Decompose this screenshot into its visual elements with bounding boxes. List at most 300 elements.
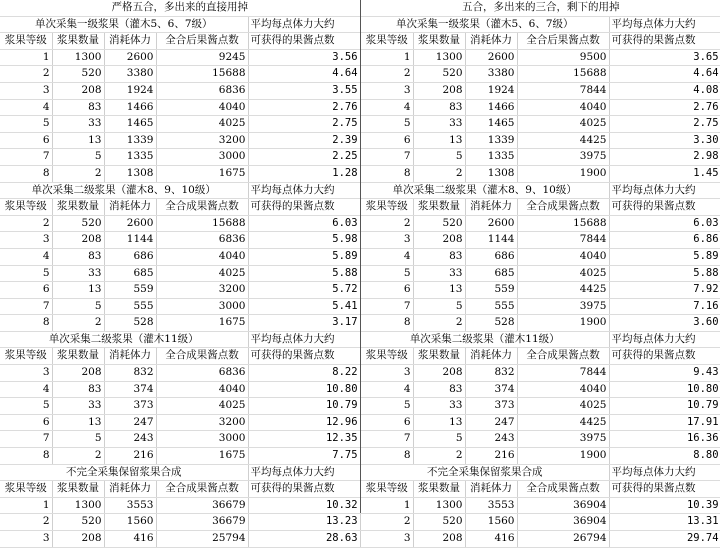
column-header[interactable]: 消耗体力 bbox=[465, 481, 517, 498]
column-header[interactable]: 浆果数量 bbox=[52, 33, 104, 50]
table-cell[interactable]: 6 bbox=[0, 132, 52, 149]
table-cell[interactable]: 1300 bbox=[52, 497, 104, 514]
table-cell[interactable]: 1339 bbox=[104, 132, 156, 149]
table-cell[interactable]: 374 bbox=[465, 381, 517, 398]
column-header[interactable]: 消耗体力 bbox=[104, 481, 156, 498]
table-cell[interactable]: 7844 bbox=[517, 232, 609, 249]
table-cell[interactable]: 208 bbox=[52, 365, 104, 382]
table-cell[interactable]: 13.31 bbox=[609, 514, 720, 531]
column-header[interactable]: 浆果等级 bbox=[361, 33, 413, 50]
table-cell[interactable]: 5 bbox=[0, 265, 52, 282]
column-header[interactable]: 全合成果酱点数 bbox=[156, 199, 248, 216]
table-cell[interactable]: 3 bbox=[361, 232, 413, 249]
column-header[interactable]: 浆果数量 bbox=[52, 481, 104, 498]
table-cell[interactable]: 6.86 bbox=[609, 232, 720, 249]
table-cell[interactable]: 2600 bbox=[465, 215, 517, 232]
table-cell[interactable]: 4040 bbox=[156, 248, 248, 265]
column-header[interactable]: 全合成果酱点数 bbox=[517, 348, 609, 365]
table-cell[interactable]: 5.89 bbox=[248, 248, 360, 265]
header-avg-per-stamina[interactable]: 平均每点体力大约 bbox=[609, 182, 720, 199]
table-cell[interactable]: 1675 bbox=[156, 315, 248, 332]
table-cell[interactable]: 7844 bbox=[517, 82, 609, 99]
table-cell[interactable]: 8 bbox=[361, 448, 413, 465]
table-cell[interactable]: 83 bbox=[52, 381, 104, 398]
column-header[interactable]: 浆果等级 bbox=[0, 199, 52, 216]
header-avg-per-stamina[interactable]: 平均每点体力大约 bbox=[248, 16, 360, 33]
table-cell[interactable]: 5 bbox=[52, 149, 104, 166]
table-cell[interactable]: 520 bbox=[413, 66, 465, 83]
table-cell[interactable]: 4025 bbox=[156, 398, 248, 415]
table-cell[interactable]: 25794 bbox=[156, 531, 248, 548]
column-header[interactable]: 全合成果酱点数 bbox=[156, 481, 248, 498]
table-cell[interactable]: 10.39 bbox=[609, 497, 720, 514]
table-cell[interactable]: 1465 bbox=[465, 116, 517, 133]
table-cell[interactable]: 10.79 bbox=[609, 398, 720, 415]
table-cell[interactable]: 4025 bbox=[156, 116, 248, 133]
section-title[interactable]: 不完全采集保留浆果合成 bbox=[0, 464, 248, 481]
column-header[interactable]: 浆果数量 bbox=[413, 199, 465, 216]
table-cell[interactable]: 10.79 bbox=[248, 398, 360, 415]
table-cell[interactable]: 4425 bbox=[517, 282, 609, 299]
table-cell[interactable]: 2 bbox=[413, 448, 465, 465]
table-cell[interactable]: 2.39 bbox=[248, 132, 360, 149]
table-cell[interactable]: 4 bbox=[361, 248, 413, 265]
table-cell[interactable]: 216 bbox=[465, 448, 517, 465]
table-cell[interactable]: 3975 bbox=[517, 298, 609, 315]
table-cell[interactable]: 208 bbox=[413, 531, 465, 548]
table-cell[interactable]: 2600 bbox=[465, 49, 517, 66]
table-cell[interactable]: 3 bbox=[0, 531, 52, 548]
column-header[interactable]: 可获得的果酱点数 bbox=[248, 199, 360, 216]
table-cell[interactable]: 3 bbox=[361, 365, 413, 382]
table-cell[interactable]: 6836 bbox=[156, 365, 248, 382]
table-cell[interactable]: 10.80 bbox=[609, 381, 720, 398]
table-cell[interactable]: 243 bbox=[104, 431, 156, 448]
table-cell[interactable]: 4 bbox=[361, 99, 413, 116]
table-cell[interactable]: 3380 bbox=[104, 66, 156, 83]
table-cell[interactable]: 2.25 bbox=[248, 149, 360, 166]
section-title[interactable]: 单次采集一级浆果（灌木5、6、7级） bbox=[361, 16, 609, 33]
table-cell[interactable]: 6 bbox=[361, 132, 413, 149]
table-cell[interactable]: 1924 bbox=[104, 82, 156, 99]
table-cell[interactable]: 3 bbox=[0, 82, 52, 99]
table-cell[interactable]: 3.55 bbox=[248, 82, 360, 99]
header-avg-per-stamina[interactable]: 平均每点体力大约 bbox=[609, 16, 720, 33]
column-header[interactable]: 可获得的果酱点数 bbox=[248, 481, 360, 498]
table-cell[interactable]: 208 bbox=[52, 531, 104, 548]
table-cell[interactable]: 1144 bbox=[104, 232, 156, 249]
table-cell[interactable]: 3 bbox=[0, 365, 52, 382]
table-cell[interactable]: 15688 bbox=[156, 66, 248, 83]
table-cell[interactable]: 2.76 bbox=[609, 99, 720, 116]
header-avg-per-stamina[interactable]: 平均每点体力大约 bbox=[248, 182, 360, 199]
table-cell[interactable]: 1900 bbox=[517, 315, 609, 332]
table-cell[interactable]: 3 bbox=[361, 82, 413, 99]
table-cell[interactable]: 1466 bbox=[465, 99, 517, 116]
column-header[interactable]: 全合成果酱点数 bbox=[517, 481, 609, 498]
table-cell[interactable]: 33 bbox=[52, 265, 104, 282]
table-cell[interactable]: 1675 bbox=[156, 165, 248, 182]
table-cell[interactable]: 13 bbox=[52, 132, 104, 149]
table-cell[interactable]: 36904 bbox=[517, 497, 609, 514]
table-cell[interactable]: 3.65 bbox=[609, 49, 720, 66]
table-cell[interactable]: 5.41 bbox=[248, 298, 360, 315]
table-cell[interactable]: 520 bbox=[52, 215, 104, 232]
table-cell[interactable]: 1308 bbox=[104, 165, 156, 182]
table-cell[interactable]: 1924 bbox=[465, 82, 517, 99]
table-cell[interactable]: 243 bbox=[465, 431, 517, 448]
header-avg-per-stamina[interactable]: 平均每点体力大约 bbox=[609, 464, 720, 481]
column-header[interactable]: 全合成果酱点数 bbox=[156, 348, 248, 365]
table-cell[interactable]: 1.28 bbox=[248, 165, 360, 182]
table-cell[interactable]: 5 bbox=[361, 265, 413, 282]
table-cell[interactable]: 520 bbox=[52, 514, 104, 531]
pane-title[interactable]: 严格五合，多出来的直接用掉 bbox=[0, 0, 360, 16]
table-cell[interactable]: 7 bbox=[361, 298, 413, 315]
table-cell[interactable]: 1300 bbox=[413, 497, 465, 514]
table-cell[interactable]: 1300 bbox=[52, 49, 104, 66]
table-cell[interactable]: 29.74 bbox=[609, 531, 720, 548]
table-cell[interactable]: 4.08 bbox=[609, 82, 720, 99]
table-row bbox=[361, 282, 720, 299]
table-cell[interactable]: 247 bbox=[104, 414, 156, 431]
column-header[interactable]: 消耗体力 bbox=[465, 33, 517, 50]
table-cell[interactable]: 555 bbox=[104, 298, 156, 315]
section-title[interactable]: 不完全采集保留浆果合成 bbox=[361, 464, 609, 481]
table-cell[interactable]: 528 bbox=[104, 315, 156, 332]
table-cell[interactable]: 2.75 bbox=[248, 116, 360, 133]
table-cell[interactable]: 5.89 bbox=[609, 248, 720, 265]
table-cell[interactable]: 4040 bbox=[156, 381, 248, 398]
table-cell[interactable]: 1300 bbox=[413, 49, 465, 66]
table-cell[interactable]: 4040 bbox=[517, 248, 609, 265]
table-cell[interactable]: 5.72 bbox=[248, 282, 360, 299]
table-cell[interactable]: 3 bbox=[361, 531, 413, 548]
table-cell[interactable]: 2 bbox=[52, 315, 104, 332]
table-cell[interactable]: 12.96 bbox=[248, 414, 360, 431]
table-cell[interactable]: 8 bbox=[0, 165, 52, 182]
table-cell[interactable]: 1144 bbox=[465, 232, 517, 249]
table-cell[interactable]: 5 bbox=[413, 298, 465, 315]
table-cell[interactable]: 520 bbox=[413, 514, 465, 531]
table-cell[interactable]: 5 bbox=[52, 431, 104, 448]
table-cell[interactable]: 1 bbox=[0, 49, 52, 66]
table-row bbox=[361, 531, 720, 548]
table-cell[interactable]: 17.91 bbox=[609, 414, 720, 431]
table-cell[interactable]: 13.23 bbox=[248, 514, 360, 531]
table-cell[interactable]: 7 bbox=[361, 149, 413, 166]
table-cell[interactable]: 10.32 bbox=[248, 497, 360, 514]
table-cell[interactable]: 3.60 bbox=[609, 315, 720, 332]
table-cell[interactable]: 3 bbox=[0, 232, 52, 249]
table-cell[interactable]: 832 bbox=[104, 365, 156, 382]
table-cell[interactable]: 2 bbox=[361, 66, 413, 83]
column-header[interactable]: 浆果数量 bbox=[413, 348, 465, 365]
table-cell[interactable]: 2 bbox=[413, 165, 465, 182]
table-cell[interactable]: 1560 bbox=[104, 514, 156, 531]
table-cell[interactable]: 13 bbox=[413, 414, 465, 431]
section-title[interactable]: 单次采集二级浆果（灌木8、9、10级） bbox=[0, 182, 248, 199]
table-cell[interactable]: 1.45 bbox=[609, 165, 720, 182]
table-cell[interactable]: 1335 bbox=[104, 149, 156, 166]
column-header[interactable]: 消耗体力 bbox=[104, 33, 156, 50]
table-cell[interactable]: 520 bbox=[52, 66, 104, 83]
column-header[interactable]: 消耗体力 bbox=[465, 348, 517, 365]
table-cell[interactable]: 5.88 bbox=[609, 265, 720, 282]
table-cell[interactable]: 33 bbox=[413, 116, 465, 133]
table-cell[interactable]: 5.88 bbox=[248, 265, 360, 282]
table-cell[interactable]: 2 bbox=[413, 315, 465, 332]
table-cell[interactable]: 5 bbox=[52, 298, 104, 315]
table-cell[interactable]: 6836 bbox=[156, 232, 248, 249]
table-cell[interactable]: 528 bbox=[465, 315, 517, 332]
table-cell[interactable]: 216 bbox=[104, 448, 156, 465]
table-cell[interactable]: 2 bbox=[361, 215, 413, 232]
table-cell[interactable]: 7.16 bbox=[609, 298, 720, 315]
table-cell[interactable]: 3975 bbox=[517, 431, 609, 448]
table-cell[interactable]: 33 bbox=[413, 398, 465, 415]
table-cell[interactable]: 3200 bbox=[156, 414, 248, 431]
column-header[interactable]: 浆果数量 bbox=[52, 348, 104, 365]
column-header[interactable]: 浆果数量 bbox=[413, 33, 465, 50]
table-cell[interactable]: 83 bbox=[52, 99, 104, 116]
table-cell[interactable]: 3975 bbox=[517, 149, 609, 166]
table-cell[interactable]: 2 bbox=[0, 66, 52, 83]
table-cell[interactable]: 555 bbox=[465, 298, 517, 315]
header-avg-per-stamina[interactable]: 平均每点体力大约 bbox=[248, 464, 360, 481]
table-cell[interactable]: 686 bbox=[104, 248, 156, 265]
column-header[interactable]: 浆果等级 bbox=[0, 348, 52, 365]
table-cell[interactable]: 1335 bbox=[465, 149, 517, 166]
table-cell[interactable]: 26794 bbox=[517, 531, 609, 548]
table-cell[interactable]: 4 bbox=[361, 381, 413, 398]
table-cell[interactable]: 4 bbox=[0, 99, 52, 116]
table-cell[interactable]: 13 bbox=[52, 282, 104, 299]
table-cell[interactable]: 4 bbox=[0, 381, 52, 398]
column-header[interactable]: 可获得的果酱点数 bbox=[609, 33, 720, 50]
table-cell[interactable]: 8 bbox=[361, 165, 413, 182]
table-cell[interactable]: 208 bbox=[413, 232, 465, 249]
table-cell[interactable]: 1 bbox=[361, 49, 413, 66]
table-cell[interactable]: 9245 bbox=[156, 49, 248, 66]
table-cell[interactable]: 208 bbox=[52, 82, 104, 99]
table-cell[interactable]: 1560 bbox=[465, 514, 517, 531]
table-cell[interactable]: 83 bbox=[413, 99, 465, 116]
table-cell[interactable]: 2600 bbox=[104, 49, 156, 66]
table-cell[interactable]: 3200 bbox=[156, 132, 248, 149]
table-cell[interactable]: 6 bbox=[0, 282, 52, 299]
column-header[interactable]: 浆果等级 bbox=[361, 348, 413, 365]
table-cell[interactable]: 1675 bbox=[156, 448, 248, 465]
table-cell[interactable]: 247 bbox=[465, 414, 517, 431]
table-cell[interactable]: 416 bbox=[104, 531, 156, 548]
table-cell[interactable]: 1900 bbox=[517, 448, 609, 465]
table-cell[interactable]: 16.36 bbox=[609, 431, 720, 448]
column-header[interactable]: 可获得的果酱点数 bbox=[609, 481, 720, 498]
column-header[interactable]: 全合后果酱点数 bbox=[156, 33, 248, 50]
table-cell[interactable]: 7844 bbox=[517, 365, 609, 382]
table-cell[interactable]: 3553 bbox=[465, 497, 517, 514]
table-cell[interactable]: 1339 bbox=[465, 132, 517, 149]
table-cell[interactable]: 1 bbox=[361, 497, 413, 514]
table-cell[interactable]: 3.56 bbox=[248, 49, 360, 66]
table-cell[interactable]: 559 bbox=[465, 282, 517, 299]
column-header[interactable]: 消耗体力 bbox=[104, 348, 156, 365]
column-header[interactable]: 浆果等级 bbox=[361, 481, 413, 498]
table-cell[interactable]: 1308 bbox=[465, 165, 517, 182]
table-cell[interactable]: 685 bbox=[104, 265, 156, 282]
table-cell[interactable]: 4025 bbox=[517, 398, 609, 415]
section-title[interactable]: 单次采集二级浆果（灌木11级） bbox=[361, 331, 609, 348]
table-cell[interactable]: 2.75 bbox=[609, 116, 720, 133]
table-cell[interactable]: 3.17 bbox=[248, 315, 360, 332]
table-cell[interactable]: 4025 bbox=[517, 265, 609, 282]
table-cell[interactable]: 8 bbox=[0, 315, 52, 332]
table-cell[interactable]: 685 bbox=[465, 265, 517, 282]
table-cell[interactable]: 6 bbox=[361, 414, 413, 431]
table-cell[interactable]: 7 bbox=[0, 298, 52, 315]
column-header[interactable]: 消耗体力 bbox=[104, 199, 156, 216]
column-header[interactable]: 消耗体力 bbox=[465, 199, 517, 216]
table-cell[interactable]: 520 bbox=[413, 215, 465, 232]
table-cell[interactable]: 5 bbox=[361, 116, 413, 133]
table-cell[interactable]: 2 bbox=[0, 215, 52, 232]
table-cell[interactable]: 4040 bbox=[156, 99, 248, 116]
table-cell[interactable]: 83 bbox=[52, 248, 104, 265]
table-cell[interactable]: 4425 bbox=[517, 414, 609, 431]
column-header[interactable]: 可获得的果酱点数 bbox=[609, 348, 720, 365]
table-cell[interactable]: 15688 bbox=[517, 215, 609, 232]
table-cell[interactable]: 6 bbox=[0, 414, 52, 431]
table-cell[interactable]: 3200 bbox=[156, 282, 248, 299]
table-cell[interactable]: 208 bbox=[52, 232, 104, 249]
table-cell[interactable]: 208 bbox=[413, 365, 465, 382]
table-cell[interactable]: 1900 bbox=[517, 165, 609, 182]
table-cell[interactable]: 5 bbox=[361, 398, 413, 415]
table-cell[interactable]: 2 bbox=[0, 514, 52, 531]
header-avg-per-stamina[interactable]: 平均每点体力大约 bbox=[609, 331, 720, 348]
column-header[interactable]: 浆果数量 bbox=[52, 199, 104, 216]
table-cell[interactable]: 7 bbox=[361, 431, 413, 448]
table-cell[interactable]: 83 bbox=[413, 381, 465, 398]
header-avg-per-stamina[interactable]: 平均每点体力大约 bbox=[248, 331, 360, 348]
table-cell[interactable]: 4425 bbox=[517, 132, 609, 149]
table-cell[interactable]: 7 bbox=[0, 431, 52, 448]
table-cell[interactable]: 33 bbox=[413, 265, 465, 282]
section-title[interactable]: 单次采集二级浆果（灌木11级） bbox=[0, 331, 248, 348]
table-cell[interactable]: 4 bbox=[0, 248, 52, 265]
table-cell[interactable]: 373 bbox=[465, 398, 517, 415]
table-cell[interactable]: 7.92 bbox=[609, 282, 720, 299]
table-cell[interactable]: 559 bbox=[104, 282, 156, 299]
column-header[interactable]: 可获得的果酱点数 bbox=[248, 348, 360, 365]
table-cell[interactable]: 6.03 bbox=[248, 215, 360, 232]
table-cell[interactable]: 4025 bbox=[156, 265, 248, 282]
table-cell[interactable]: 8.22 bbox=[248, 365, 360, 382]
table-cell[interactable]: 13 bbox=[52, 414, 104, 431]
table-cell[interactable]: 15688 bbox=[517, 66, 609, 83]
table-cell[interactable]: 12.35 bbox=[248, 431, 360, 448]
table-cell[interactable]: 10.80 bbox=[248, 381, 360, 398]
column-header[interactable]: 全合成果酱点数 bbox=[517, 199, 609, 216]
table-cell[interactable]: 2600 bbox=[104, 215, 156, 232]
section-title[interactable]: 单次采集一级浆果（灌木5、6、7级） bbox=[0, 16, 248, 33]
table-cell[interactable]: 4040 bbox=[517, 381, 609, 398]
table-cell[interactable]: 1465 bbox=[104, 116, 156, 133]
table-cell[interactable]: 6836 bbox=[156, 82, 248, 99]
table-cell[interactable]: 5 bbox=[413, 431, 465, 448]
table-cell[interactable]: 28.63 bbox=[248, 531, 360, 548]
table-cell[interactable]: 5 bbox=[413, 149, 465, 166]
table-cell[interactable]: 686 bbox=[465, 248, 517, 265]
table-cell[interactable]: 83 bbox=[413, 248, 465, 265]
table-cell[interactable]: 3380 bbox=[465, 66, 517, 83]
table-cell[interactable]: 9500 bbox=[517, 49, 609, 66]
table-cell[interactable]: 373 bbox=[104, 398, 156, 415]
table-cell[interactable]: 832 bbox=[465, 365, 517, 382]
table-cell[interactable]: 8 bbox=[0, 448, 52, 465]
table-cell[interactable]: 5 bbox=[0, 398, 52, 415]
table-cell[interactable]: 1466 bbox=[104, 99, 156, 116]
table-cell[interactable]: 2 bbox=[361, 514, 413, 531]
table-cell[interactable]: 5 bbox=[0, 116, 52, 133]
table-cell[interactable]: 4.64 bbox=[248, 66, 360, 83]
table-cell[interactable]: 7.75 bbox=[248, 448, 360, 465]
pane-title[interactable]: 五合，多出来的三合，剩下的用掉 bbox=[361, 0, 720, 16]
column-header[interactable]: 全合后果酱点数 bbox=[517, 33, 609, 50]
table-cell[interactable]: 2 bbox=[52, 165, 104, 182]
table-cell[interactable]: 374 bbox=[104, 381, 156, 398]
table-cell[interactable]: 2.98 bbox=[609, 149, 720, 166]
table-cell[interactable]: 8 bbox=[361, 315, 413, 332]
table-cell[interactable]: 4025 bbox=[517, 116, 609, 133]
table-cell[interactable]: 6 bbox=[361, 282, 413, 299]
table-cell[interactable]: 1 bbox=[0, 497, 52, 514]
table-cell[interactable]: 5.98 bbox=[248, 232, 360, 249]
column-header[interactable]: 可获得的果酱点数 bbox=[248, 33, 360, 50]
table-cell[interactable]: 3.30 bbox=[609, 132, 720, 149]
column-header[interactable]: 浆果等级 bbox=[361, 199, 413, 216]
table-cell[interactable]: 7 bbox=[0, 149, 52, 166]
section-title[interactable]: 单次采集二级浆果（灌木8、9、10级） bbox=[361, 182, 609, 199]
table-cell[interactable]: 33 bbox=[52, 398, 104, 415]
table-cell[interactable]: 36904 bbox=[517, 514, 609, 531]
table-cell[interactable]: 8.80 bbox=[609, 448, 720, 465]
column-header[interactable]: 可获得的果酱点数 bbox=[609, 199, 720, 216]
table-cell[interactable]: 2 bbox=[52, 448, 104, 465]
table-cell[interactable]: 3000 bbox=[156, 298, 248, 315]
column-header[interactable]: 浆果数量 bbox=[413, 481, 465, 498]
table-cell[interactable]: 3000 bbox=[156, 431, 248, 448]
table-cell[interactable]: 15688 bbox=[156, 215, 248, 232]
table-cell[interactable]: 208 bbox=[413, 82, 465, 99]
table-cell[interactable]: 4.64 bbox=[609, 66, 720, 83]
column-header[interactable]: 浆果等级 bbox=[0, 33, 52, 50]
table-cell[interactable]: 3553 bbox=[104, 497, 156, 514]
table-cell[interactable]: 36679 bbox=[156, 514, 248, 531]
column-header[interactable]: 浆果等级 bbox=[0, 481, 52, 498]
table-cell[interactable]: 13 bbox=[413, 132, 465, 149]
table-cell[interactable]: 13 bbox=[413, 282, 465, 299]
table-cell[interactable]: 36679 bbox=[156, 497, 248, 514]
table-cell[interactable]: 9.43 bbox=[609, 365, 720, 382]
table-cell[interactable]: 2.76 bbox=[248, 99, 360, 116]
table-cell[interactable]: 6.03 bbox=[609, 215, 720, 232]
table-cell[interactable]: 4040 bbox=[517, 99, 609, 116]
table-cell[interactable]: 33 bbox=[52, 116, 104, 133]
table-cell[interactable]: 416 bbox=[465, 531, 517, 548]
table-cell[interactable]: 3000 bbox=[156, 149, 248, 166]
